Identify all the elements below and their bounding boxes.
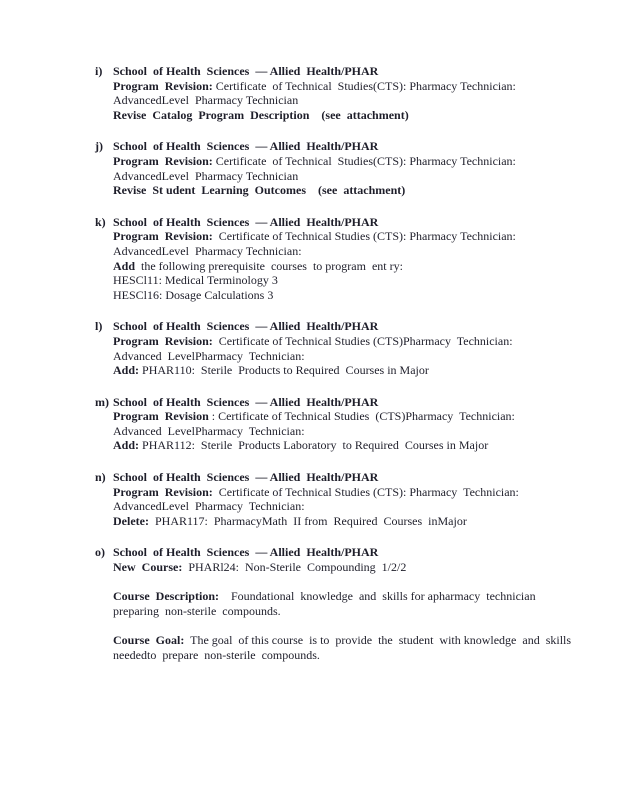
text-segment: School of Health Sciences — Allied Health/PHAR bbox=[113, 545, 379, 560]
text-segment: Add: bbox=[113, 438, 140, 453]
text-line bbox=[113, 648, 595, 663]
text-segment: neededto prepare non-sterile compounds. bbox=[113, 647, 320, 662]
text-segment: School of Health Sciences — Allied Health/PHAR bbox=[113, 470, 379, 485]
text-segment: Course Description: bbox=[113, 589, 219, 604]
text-line bbox=[113, 470, 595, 485]
text-line bbox=[113, 169, 595, 184]
text-segment: PHARl24: Non-Sterile Compounding 1/2/2 bbox=[182, 560, 407, 575]
agenda-item bbox=[95, 545, 595, 662]
text-segment: HESCl16: Dosage Calculations 3 bbox=[113, 287, 274, 302]
text-line bbox=[113, 229, 595, 244]
agenda-item bbox=[95, 395, 595, 453]
item-label: j) bbox=[95, 139, 103, 154]
text-line bbox=[113, 395, 595, 410]
item-label: l) bbox=[95, 319, 103, 334]
text-line bbox=[113, 438, 595, 453]
item-label: o) bbox=[95, 545, 105, 560]
text-line bbox=[113, 108, 595, 123]
text-line bbox=[113, 349, 595, 364]
text-line bbox=[113, 273, 595, 288]
text-line bbox=[113, 183, 595, 198]
text-segment: Add: bbox=[113, 363, 140, 378]
item-label: m) bbox=[95, 394, 109, 409]
text-line bbox=[113, 409, 595, 424]
text-line bbox=[113, 154, 595, 169]
text-segment: the following prerequisite courses to program ent ry: bbox=[135, 258, 403, 273]
item-content bbox=[113, 395, 595, 453]
agenda-item bbox=[95, 470, 595, 528]
text-line bbox=[113, 485, 595, 500]
text-segment: AdvancedLevel Pharmacy Technician bbox=[113, 93, 299, 108]
text-segment: Program Revision: bbox=[113, 484, 219, 499]
text-line bbox=[113, 215, 595, 230]
item-content bbox=[113, 215, 595, 303]
text-line bbox=[113, 560, 595, 575]
text-segment: PHAR112: Sterile Products Laboratory to Required Courses in Major bbox=[139, 438, 489, 453]
text-segment: School of Health Sciences — Allied Health/PHAR bbox=[113, 394, 379, 409]
text-segment: Delete: bbox=[113, 513, 149, 528]
text-segment: Foundational knowledge and skills for apharmacy technician bbox=[218, 589, 536, 604]
text-line bbox=[113, 79, 595, 94]
text-segment: School of Health Sciences — Allied Health/PHAR bbox=[113, 214, 379, 229]
item-content bbox=[113, 319, 595, 377]
text-line bbox=[113, 319, 595, 334]
text-segment: Advanced LevelPharmacy Technician: bbox=[113, 348, 305, 363]
text-segment: preparing non-sterile compounds. bbox=[113, 603, 281, 618]
text-line bbox=[113, 545, 595, 560]
text-segment: Program Revision: bbox=[113, 229, 219, 244]
paragraph bbox=[113, 470, 595, 528]
item-content bbox=[113, 64, 595, 122]
text-segment: AdvancedLevel Pharmacy Technician: bbox=[113, 499, 305, 514]
text-line bbox=[113, 259, 595, 274]
text-line bbox=[113, 424, 595, 439]
text-segment: School of Health Sciences — Allied Health/PHAR bbox=[113, 139, 379, 154]
text-segment: Advanced LevelPharmacy Technician: bbox=[113, 423, 305, 438]
text-segment: Certificate of Technical Studies (CTS): Pharmacy Technician: bbox=[218, 484, 519, 499]
text-segment: HESCl11: Medical Terminology 3 bbox=[113, 273, 278, 288]
text-line bbox=[113, 139, 595, 154]
text-line bbox=[113, 514, 595, 529]
paragraph bbox=[113, 395, 595, 453]
text-segment: Revise St udent Learning Outcomes (see attachment) bbox=[113, 183, 406, 198]
text-line bbox=[113, 589, 595, 604]
text-segment: School of Health Sciences — Allied Health/PHAR bbox=[113, 319, 379, 334]
items-container bbox=[95, 64, 595, 679]
paragraph bbox=[113, 64, 595, 122]
text-line bbox=[113, 64, 595, 79]
text-segment: New Course: bbox=[113, 560, 183, 575]
text-segment: Certificate of Technical Studies(CTS): Pharmacy Technician: bbox=[215, 153, 516, 168]
paragraph bbox=[113, 319, 595, 377]
text-segment: Program Revision bbox=[113, 409, 212, 424]
text-line bbox=[113, 334, 595, 349]
item-content bbox=[113, 545, 595, 662]
agenda-item bbox=[95, 64, 595, 122]
text-segment: Revise Catalog Program Description (see attachment) bbox=[113, 107, 409, 122]
item-content bbox=[113, 139, 595, 197]
text-line bbox=[113, 244, 595, 259]
text-line bbox=[113, 499, 595, 514]
text-segment: PHAR117: PharmacyMath II from Required Courses inMajor bbox=[148, 513, 467, 528]
text-line bbox=[113, 363, 595, 378]
paragraph bbox=[113, 633, 595, 662]
agenda-item bbox=[95, 319, 595, 377]
text-segment: Course Goal: bbox=[113, 633, 185, 647]
agenda-item bbox=[95, 215, 595, 303]
agenda-item bbox=[95, 139, 595, 197]
text-segment: Program Revision: bbox=[113, 333, 219, 348]
item-label: n) bbox=[95, 470, 106, 485]
text-segment: Certificate of Technical Studies (CTS): Pharmacy Technician: bbox=[218, 229, 516, 244]
paragraph bbox=[113, 139, 595, 197]
text-segment: Certificate of Technical Studies (CTS)Pharmacy Technician: bbox=[218, 333, 513, 348]
text-segment: AdvancedLevel Pharmacy Technician: bbox=[113, 243, 302, 258]
paragraph bbox=[113, 215, 595, 303]
text-line bbox=[113, 288, 595, 303]
text-line bbox=[113, 93, 595, 108]
text-segment: : Certificate of Technical Studies (CTS)Pharmacy Technician: bbox=[211, 409, 515, 424]
text-segment: AdvancedLevel Pharmacy Technician bbox=[113, 168, 299, 183]
text-segment: School of Health Sciences — Allied Health/PHAR bbox=[113, 64, 379, 78]
text-segment: Program Revision: bbox=[113, 78, 216, 93]
item-content bbox=[113, 470, 595, 528]
text-segment: PHAR110: Sterile Products to Required Courses in Major bbox=[139, 363, 429, 378]
text-line bbox=[113, 604, 595, 619]
paragraph bbox=[113, 545, 595, 574]
item-label: k) bbox=[95, 214, 106, 229]
text-line bbox=[113, 633, 595, 648]
item-label: i) bbox=[95, 64, 103, 78]
text-segment: The goal of this course is to provide the student with knowledge and skills bbox=[184, 633, 572, 647]
text-segment: Add bbox=[113, 258, 136, 273]
paragraph bbox=[113, 589, 595, 618]
text-segment: Certificate of Technical Studies(CTS): Pharmacy Technician: bbox=[215, 78, 516, 93]
text-segment: Program Revision: bbox=[113, 153, 216, 168]
